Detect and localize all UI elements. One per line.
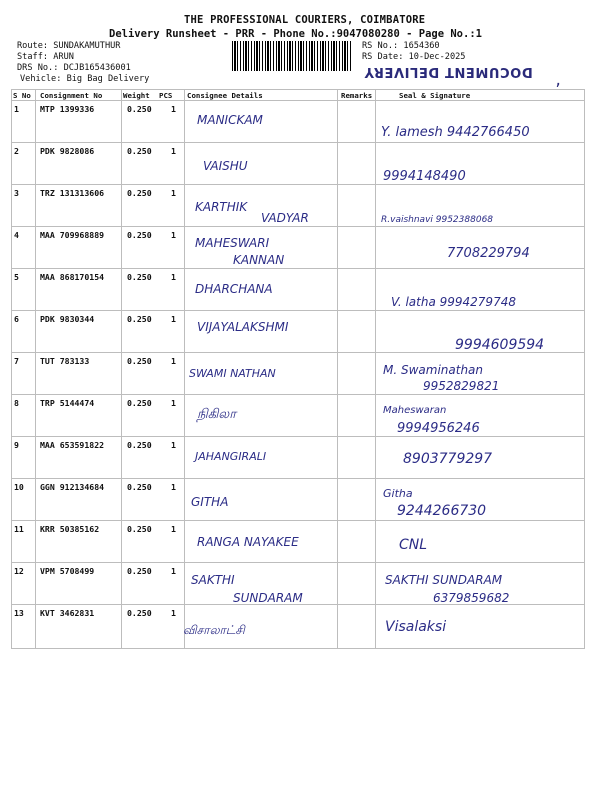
row-consignee: SAKTHI xyxy=(191,573,235,587)
row-consignee-line2: KANNAN xyxy=(233,253,285,267)
row-pcs: 1 xyxy=(171,482,176,492)
row-pcs: 1 xyxy=(171,230,176,240)
rs-date: RS Date: 10-Dec-2025 xyxy=(362,52,466,62)
row-consignment: MAA 709968889 xyxy=(40,230,105,240)
row-weight: 0.250 xyxy=(127,146,152,156)
row-consignment: MAA 868170154 xyxy=(40,272,105,282)
drs-number: DRS No.: DCJB165436001 xyxy=(17,63,131,73)
row-pcs: 1 xyxy=(171,314,176,324)
row-consignment: GGN 912134684 xyxy=(40,482,105,492)
row-consignee-line2: VADYAR xyxy=(261,211,309,225)
row-pcs: 1 xyxy=(171,398,176,408)
row-consignment: KVT 3462831 xyxy=(40,608,95,618)
row-consignment: TRP 5144474 xyxy=(40,398,95,408)
row-consignment: KRR 50385162 xyxy=(40,524,100,534)
row-consignee: GITHA xyxy=(191,495,229,509)
row-consignee: KARTHIK xyxy=(195,200,248,214)
row-signature: Visalaksi xyxy=(385,619,447,635)
runsheet-subtitle: Delivery Runsheet - PRR - Phone No.:9047080280 - Page No.:1 xyxy=(109,28,482,40)
runsheet-table xyxy=(11,89,585,649)
row-consignment: MAA 653591822 xyxy=(40,440,105,450)
row-signature-line2: 9994956246 xyxy=(397,421,480,436)
rs-number: RS No.: 1654360 xyxy=(362,41,440,51)
row-pcs: 1 xyxy=(171,188,176,198)
row-sno: 7 xyxy=(14,356,19,366)
col-header-remarks: Remarks xyxy=(341,91,373,100)
row-sno: 2 xyxy=(14,146,19,156)
row-signature-line2: 9952829821 xyxy=(423,379,500,393)
row-consignee: நிகிலா xyxy=(197,407,236,422)
row-weight: 0.250 xyxy=(127,398,152,408)
row-consignee: JAHANGIRALI xyxy=(195,450,267,463)
row-signature: 9994609594 xyxy=(455,337,545,353)
row-sno: 12 xyxy=(14,566,24,576)
row-consignee: RANGA NAYAKEE xyxy=(197,535,299,549)
row-signature-line2: 9244266730 xyxy=(397,503,487,519)
row-sno: 13 xyxy=(14,608,24,618)
row-signature-line2: 6379859682 xyxy=(433,591,510,605)
row-sno: 4 xyxy=(14,230,19,240)
row-consignee: MANICKAM xyxy=(197,113,263,127)
row-signature: SAKTHI SUNDARAM xyxy=(385,573,503,587)
row-sno: 10 xyxy=(14,482,24,492)
row-signature: 9994148490 xyxy=(383,169,466,184)
row-weight: 0.250 xyxy=(127,272,152,282)
col-header-consignee: Consignee Details xyxy=(187,91,263,100)
row-weight: 0.250 xyxy=(127,524,152,534)
row-pcs: 1 xyxy=(171,440,176,450)
page-title: THE PROFESSIONAL COURIERS, COIMBATORE xyxy=(184,14,426,26)
row-pcs: 1 xyxy=(171,566,176,576)
row-consignment: TUT 783133 xyxy=(40,356,90,366)
row-weight: 0.250 xyxy=(127,608,152,618)
row-sno: 11 xyxy=(14,524,24,534)
row-signature: 7708229794 xyxy=(447,246,530,261)
stamp-mark: , xyxy=(554,73,563,89)
row-consignee: SWAMI NATHAN xyxy=(189,367,276,380)
row-pcs: 1 xyxy=(171,356,176,366)
row-consignee: MAHESWARI xyxy=(195,236,270,250)
row-consignee-line2: SUNDARAM xyxy=(233,591,303,605)
staff-label: Staff: ARUN xyxy=(17,52,74,62)
col-header-sno: S No xyxy=(13,91,31,100)
row-consignee: VIJAYALAKSHMI xyxy=(197,320,289,334)
row-weight: 0.250 xyxy=(127,188,152,198)
row-signature: CNL xyxy=(399,537,428,553)
row-pcs: 1 xyxy=(171,272,176,282)
row-consignee: VAISHU xyxy=(203,159,248,173)
row-consignment: PDK 9828086 xyxy=(40,146,95,156)
row-consignment: VPM 5708499 xyxy=(40,566,95,576)
col-header-pcs: PCS xyxy=(159,91,173,100)
row-signature: Githa xyxy=(383,487,413,500)
barcode xyxy=(232,41,352,71)
row-consignment: PDK 9830344 xyxy=(40,314,95,324)
row-weight: 0.250 xyxy=(127,482,152,492)
row-consignee: DHARCHANA xyxy=(195,282,273,296)
col-header-consignment: Consignment No xyxy=(40,91,103,100)
row-sno: 5 xyxy=(14,272,19,282)
document-delivery-stamp: DOCUMENT DELIVERY xyxy=(364,64,533,79)
row-consignment: TRZ 131313606 xyxy=(40,188,105,198)
row-sno: 1 xyxy=(14,104,19,114)
row-pcs: 1 xyxy=(171,608,176,618)
row-sno: 3 xyxy=(14,188,19,198)
row-signature: 8903779297 xyxy=(403,451,493,467)
row-sno: 9 xyxy=(14,440,19,450)
col-header-signature: Seal & Signature xyxy=(399,91,471,100)
route-label: Route: SUNDAKAMUTHUR xyxy=(17,41,121,51)
vehicle-label: Vehicle: Big Bag Delivery xyxy=(20,74,150,84)
row-sno: 8 xyxy=(14,398,19,408)
row-weight: 0.250 xyxy=(127,566,152,576)
row-sno: 6 xyxy=(14,314,19,324)
row-weight: 0.250 xyxy=(127,314,152,324)
row-weight: 0.250 xyxy=(127,440,152,450)
row-signature: M. Swaminathan xyxy=(383,363,484,377)
row-signature: V. latha 9994279748 xyxy=(391,295,516,309)
col-header-weight: Weight xyxy=(123,91,150,100)
row-signature: R.vaishnavi 9952388068 xyxy=(381,215,494,225)
row-consignment: MTP 1399336 xyxy=(40,104,95,114)
row-consignee: விசாலாட்சி xyxy=(183,623,245,637)
row-signature: Y. lamesh 9442766450 xyxy=(381,125,530,140)
row-signature: Maheswaran xyxy=(383,405,447,416)
row-pcs: 1 xyxy=(171,146,176,156)
row-pcs: 1 xyxy=(171,524,176,534)
row-weight: 0.250 xyxy=(127,356,152,366)
row-pcs: 1 xyxy=(171,104,176,114)
row-weight: 0.250 xyxy=(127,104,152,114)
row-weight: 0.250 xyxy=(127,230,152,240)
